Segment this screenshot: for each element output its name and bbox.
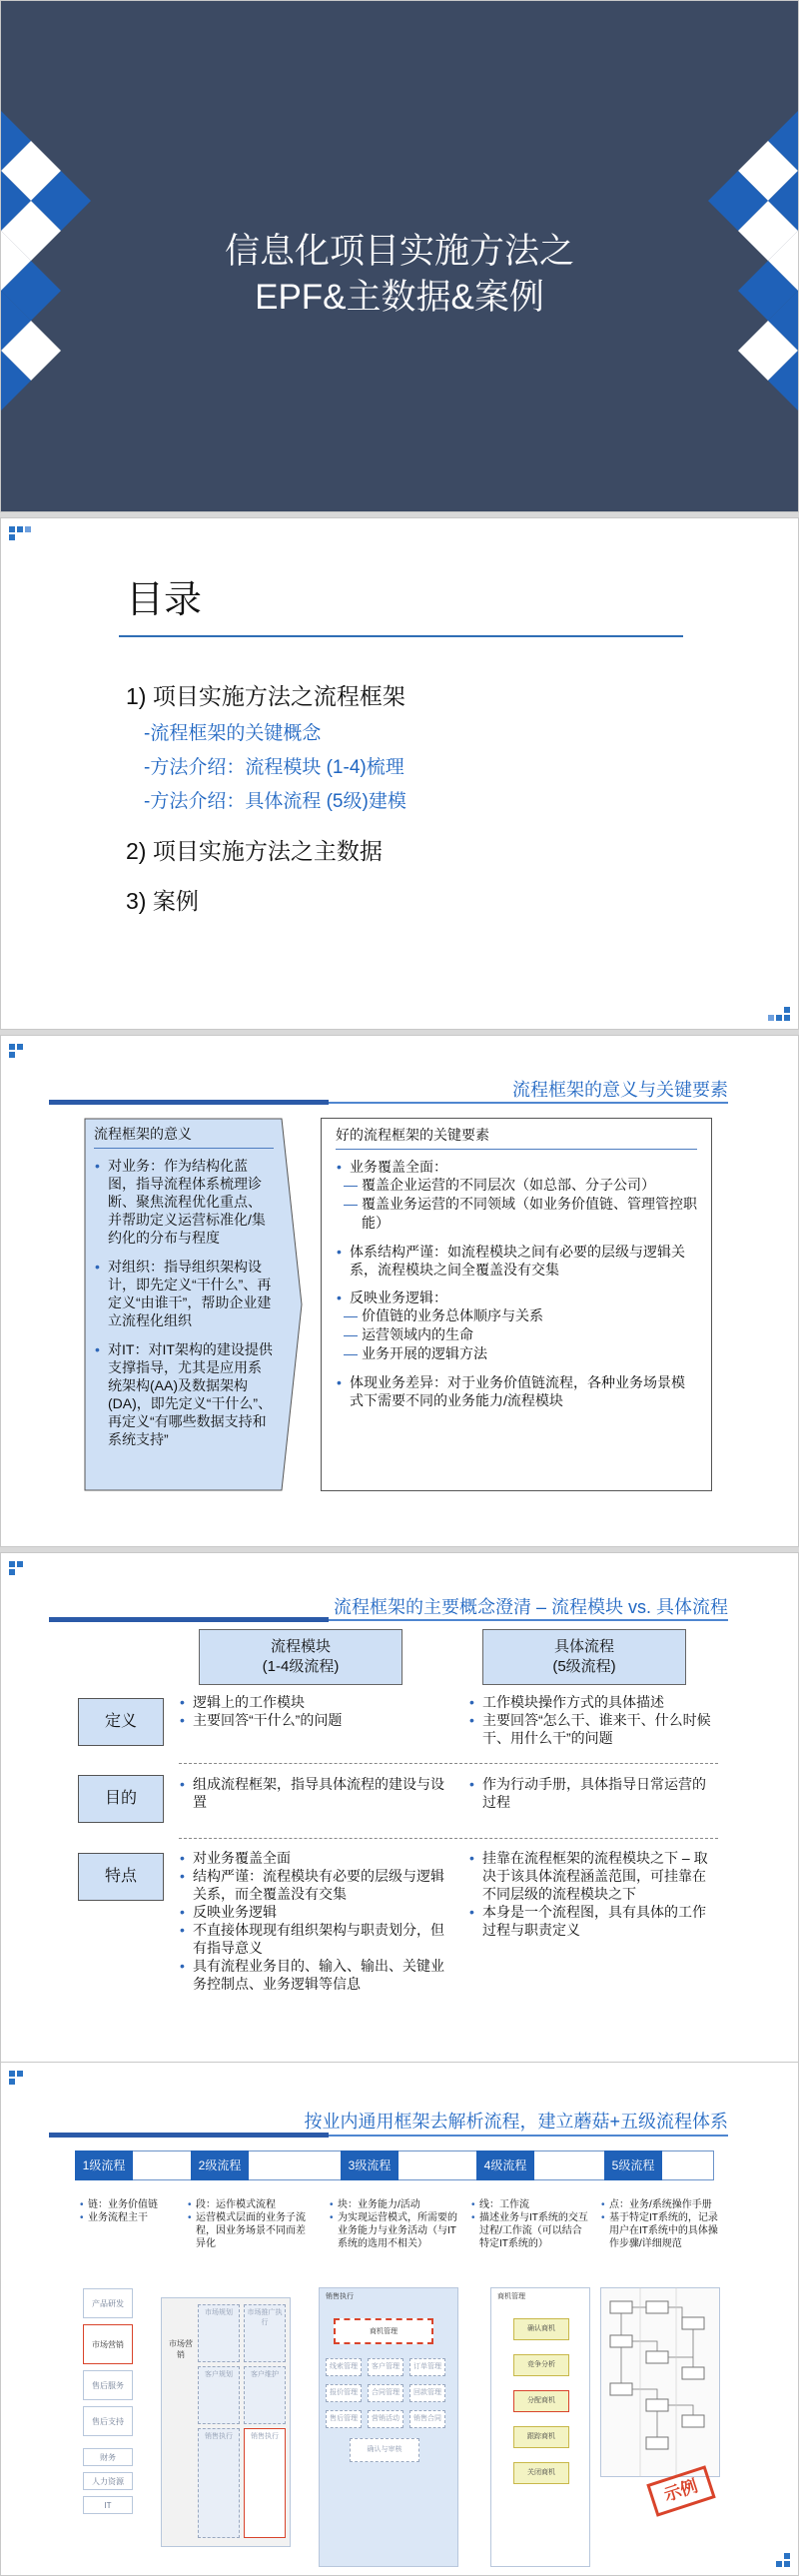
level-desc-item: • 基于特定IT系统的，记录用户在IT系统中的具体操作步骤/详细规范 <box>600 2211 718 2250</box>
heading-bar <box>49 1100 329 1105</box>
mini-level1-item: 售后服务 <box>83 2370 133 2400</box>
mini-level3-cell: 客户管理 <box>368 2358 403 2376</box>
corner-squares-icon <box>760 2537 790 2567</box>
level-2-box: 2级流程 <box>191 2150 249 2180</box>
mini-level3-title: 销售执行 <box>326 2293 354 2300</box>
level-2-desc <box>187 2198 311 2250</box>
significance-panel <box>84 1118 304 1491</box>
cell-bullet: • 作为行动手册，具体指导日常运营的过程 <box>468 1775 716 1811</box>
purpose-left <box>179 1775 448 1811</box>
corner-squares-icon <box>9 526 39 556</box>
level-1-box: 1级流程 <box>75 2150 133 2180</box>
key-element-bullet: • 体现业务差异：对于业务价值链流程，各种业务场景模式下需要不同的业务能力/流程模块 <box>336 1373 697 1409</box>
features-right <box>468 1849 716 1939</box>
mini-level1-item: 售后支持 <box>83 2406 133 2436</box>
mini-level4-step: 确认商机 <box>513 2318 569 2340</box>
significance-slide <box>0 1035 799 1547</box>
cell-bullet: • 本身是一个流程图，具有具体的工作过程与职责定义 <box>468 1903 716 1939</box>
level-desc-item: • 块：业务能力/活动 <box>329 2198 460 2211</box>
mini-level4-step: 跟踪商机 <box>513 2426 569 2448</box>
column-header-processes <box>482 1629 686 1685</box>
mini-level1-item: 人力资源 <box>83 2472 133 2490</box>
cell-bullet: • 组成流程框架，指导具体流程的建设与设置 <box>179 1775 448 1811</box>
heading-bar <box>49 1617 329 1622</box>
slide-heading: 流程框架的意义与关键要素 <box>512 1080 728 1100</box>
level-3-box: 3级流程 <box>341 2150 399 2180</box>
cell-bullet: • 具有流程业务目的、输入、输出、关键业务控制点、业务逻辑等信息 <box>179 1957 448 1993</box>
cell-bullet: • 对业务覆盖全面 <box>179 1849 448 1867</box>
example-stamp: 示例 <box>646 2465 715 2516</box>
cell-bullet: • 主要回答“怎么干、谁来干、什么时候干、用什么干”的问题 <box>468 1711 716 1747</box>
level-desc-item: • 业务流程主干 <box>79 2211 175 2224</box>
cover-slide <box>0 0 799 512</box>
mini-level2-cell: 客户维护 <box>244 2366 286 2424</box>
levels-slide <box>0 2062 799 2576</box>
column-header-text: 具体流程 <box>553 1638 614 1655</box>
key-elements-title: 好的流程框架的关键要素 <box>336 1125 697 1150</box>
column-header-sub: (1-4级流程) <box>262 1658 340 1675</box>
purpose-right <box>468 1775 716 1811</box>
row-label-definition: 定义 <box>78 1698 164 1746</box>
level-desc-item: • 运营模式层面的业务子流程，因业务场景不同而差异化 <box>187 2211 311 2250</box>
mini-level3-cell: 订单管理 <box>409 2358 445 2376</box>
level-5-box: 5级流程 <box>604 2150 662 2180</box>
features-left <box>179 1849 448 1993</box>
toc-sub-3: -方法介绍：具体流程 (5级)建模 <box>144 791 406 812</box>
key-element-bullet: • 反映业务逻辑： <box>336 1288 697 1306</box>
definition-right <box>468 1693 716 1747</box>
corner-squares-icon <box>9 1044 39 1074</box>
mini-level2-cell: 销售执行 <box>198 2428 240 2538</box>
column-header-text: 流程模块 <box>270 1638 331 1655</box>
mini-level3-cell: 确认与审核 <box>350 2438 419 2462</box>
mini-level1-item: 产品研发 <box>83 2288 133 2318</box>
concepts-slide <box>0 1552 799 2065</box>
level-desc-item: • 段：运作模式流程 <box>187 2198 311 2211</box>
level-desc-item: • 点：业务/系统操作手册 <box>600 2198 718 2211</box>
mini-level3-focus: 商机管理 <box>334 2318 433 2344</box>
mini-level3-cell: 线索管理 <box>326 2358 362 2376</box>
mini-level2-cell: 市场推广执行 <box>244 2304 286 2362</box>
significance-title: 流程框架的意义 <box>94 1124 274 1149</box>
column-header-sub: (5级流程) <box>552 1658 616 1675</box>
cover-title <box>1 229 798 321</box>
key-element-dash: — 价值链的业务总体顺序与关系 <box>336 1306 697 1325</box>
level-desc-item: • 为实现运营模式，所需要的业务能力与业务活动（与IT系统的选用不相关） <box>329 2211 460 2250</box>
slide-heading: 按业内通用框架去解析流程，建立蘑菇+五级流程体系 <box>304 2112 728 2132</box>
toc-sub-2: -方法介绍：流程模块 (1-4)梳理 <box>144 757 404 778</box>
toc-slide <box>0 517 799 1030</box>
level-1-desc <box>79 2198 175 2224</box>
level-5-desc <box>600 2198 718 2250</box>
mini-level4-step: 竞争分析 <box>513 2354 569 2376</box>
cell-bullet: • 反映业务逻辑 <box>179 1903 448 1921</box>
mini-level3-cell: 售后管理 <box>326 2410 362 2428</box>
mini-level1-item: IT <box>83 2496 133 2514</box>
corner-squares-icon <box>760 991 790 1021</box>
toc-sub-1: -流程框架的关键概念 <box>144 723 322 744</box>
corner-squares-icon <box>9 2071 39 2101</box>
toc-item-3: 3) 案例 <box>126 888 199 914</box>
mini-level4-title: 商机管理 <box>497 2293 525 2300</box>
mini-level3-cell: 营销活动 <box>368 2410 403 2428</box>
level-desc-item: • 链：业务价值链 <box>79 2198 175 2211</box>
toc-item-1: 1) 项目实施方法之流程框架 <box>126 683 405 709</box>
cover-title-line2: EPF&主数据&案例 <box>255 278 544 317</box>
mini-level4-panel <box>490 2287 590 2567</box>
column-header-modules <box>199 1629 402 1685</box>
key-element-dash: — 运营领域内的生命 <box>336 1325 697 1344</box>
level-4-box: 4级流程 <box>476 2150 534 2180</box>
mini-level3-cell: 销售合同 <box>409 2410 445 2428</box>
row-label-features: 特点 <box>78 1853 164 1901</box>
mini-level3-cell: 报价管理 <box>326 2384 362 2402</box>
key-element-bullet: • 业务覆盖全面： <box>336 1158 697 1176</box>
mini-level2-cell: 客户规划 <box>198 2366 240 2424</box>
heading-bar <box>329 2135 728 2137</box>
significance-bullet: • 对组织：指导组织架构设计，即先定义“干什么”、再定义“由谁干”，帮助企业建立流程化组织 <box>94 1258 274 1329</box>
cell-bullet: • 结构严谨：流程模块有必要的层级与逻辑关系，而全覆盖没有交集 <box>179 1867 448 1903</box>
key-element-dash: — 覆盖业务运营的不同领域（如业务价值链、管理管控职能） <box>336 1195 697 1233</box>
cell-bullet: • 工作模块操作方式的具体描述 <box>468 1693 716 1711</box>
mini-level2-cell: 市场规划 <box>198 2304 240 2362</box>
key-element-bullet: • 体系结构严谨：如流程模块之间有必要的层级与逻辑关系，流程模块之间全覆盖没有交集 <box>336 1243 697 1279</box>
mini-level1-column <box>83 2288 133 2566</box>
mini-level4-step-active: 分配商机 <box>513 2390 569 2412</box>
mini-level5-flowchart <box>600 2287 720 2477</box>
heading-bar <box>49 2133 329 2138</box>
cell-bullet: • 不直接体现现有组织架构与职责划分，但有指导意义 <box>179 1921 448 1957</box>
mini-level2-label: 市场营销 <box>169 2339 193 2359</box>
mini-level2-cell-active: 销售执行 <box>244 2428 286 2538</box>
key-element-dash: — 覆盖企业运营的不同层次（如总部、分子公司） <box>336 1176 697 1195</box>
corner-squares-icon <box>9 1561 39 1591</box>
significance-bullet: • 对IT：对IT架构的建设提供支撑指导，尤其是应用系统架构(AA)及数据架构(DA)，即先定义“干什么”、再定义“有哪些数据支持和系统支持” <box>94 1340 274 1448</box>
cover-title-line1: 信息化项目实施方法之 <box>224 232 574 271</box>
level-desc-item: • 描述业务与IT系统的交互过程/工作流（可以结合特定IT系统的） <box>470 2211 588 2250</box>
row-divider <box>179 1763 718 1764</box>
level-3-desc <box>329 2198 460 2250</box>
toc-item-2: 2) 项目实施方法之主数据 <box>126 838 383 864</box>
cell-bullet: • 主要回答“干什么”的问题 <box>179 1711 448 1729</box>
key-element-dash: — 业务开展的逻辑方法 <box>336 1344 697 1363</box>
row-divider <box>179 1838 718 1839</box>
toc-title: 目录 <box>126 579 203 621</box>
key-elements-panel <box>321 1118 712 1491</box>
definition-left <box>179 1693 448 1729</box>
mini-level2-panel <box>161 2297 291 2547</box>
row-label-purpose: 目的 <box>78 1775 164 1823</box>
cell-bullet: • 逻辑上的工作模块 <box>179 1693 448 1711</box>
heading-bar <box>329 1619 728 1621</box>
slide-heading: 流程框架的主要概念澄清 – 流程模块 vs. 具体流程 <box>333 1597 728 1617</box>
level-desc-item: • 线：工作流 <box>470 2198 588 2211</box>
mini-level4-step: 关闭商机 <box>513 2462 569 2484</box>
mini-level1-item-active: 市场营销 <box>83 2324 133 2364</box>
mini-level3-cell: 合同管理 <box>368 2384 403 2402</box>
heading-bar <box>329 1102 728 1104</box>
level-4-desc <box>470 2198 588 2250</box>
mini-level3-panel <box>319 2287 458 2567</box>
cell-bullet: • 挂靠在流程框架的流程模块之下 – 取决于该具体流程涵盖范围，可挂靠在不同层级的流程模块之下 <box>468 1849 716 1903</box>
significance-bullet: • 对业务：作为结构化蓝图，指导流程体系梳理诊断、聚焦流程优化重点、并帮助定义运营标准化/集约化的分布与程度 <box>94 1157 274 1247</box>
toc-divider <box>119 635 683 637</box>
mini-level1-item: 财务 <box>83 2448 133 2466</box>
mini-level3-cell: 回款管理 <box>409 2384 445 2402</box>
